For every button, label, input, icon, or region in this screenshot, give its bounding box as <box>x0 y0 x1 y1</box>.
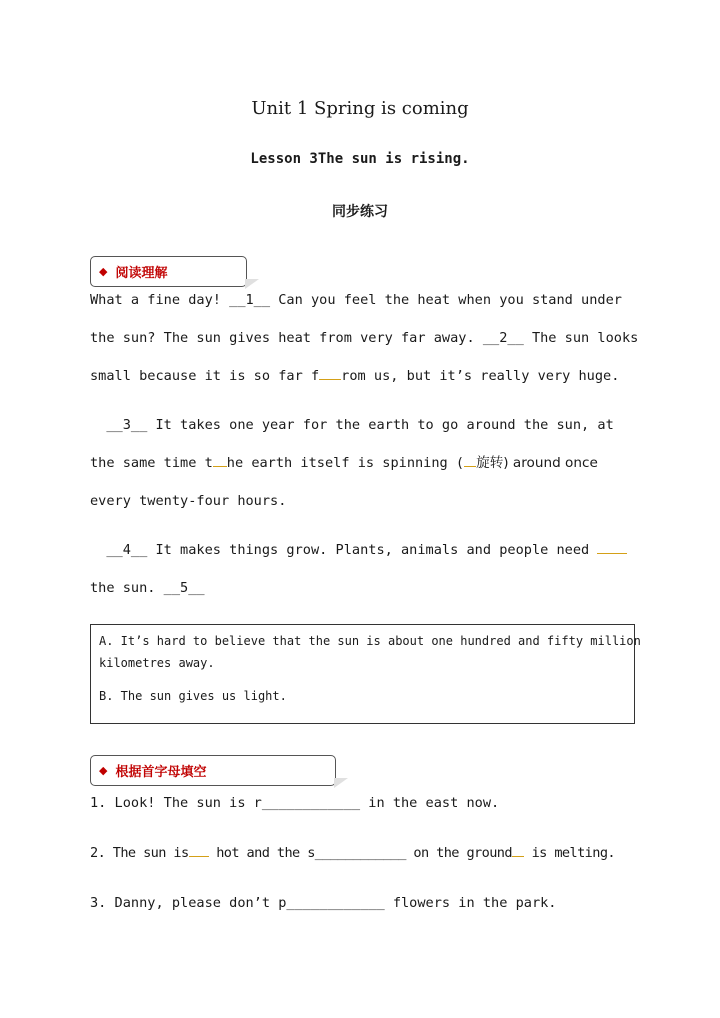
fill-section-tab <box>90 755 336 786</box>
passage-line-4: __3__ It takes one year for the earth to go around the sun, at <box>90 417 614 433</box>
passage-line-3 <box>90 366 635 386</box>
lesson-title: Lesson 3The sun is rising. <box>250 151 470 167</box>
blank-mark <box>189 844 209 857</box>
question-text: hot and the s____________ on the ground <box>208 845 512 861</box>
diamond-icon: ◆ <box>99 764 108 777</box>
question-3: 3. Danny, please don’t p____________ flowers in the park. <box>90 895 557 911</box>
passage-line-5 <box>90 453 635 473</box>
option-a-line-1: A. It’s hard to believe that the sun is about one hundred and fifty million <box>99 634 641 648</box>
passage-line-7 <box>90 540 635 560</box>
question-2 <box>90 843 635 863</box>
passage-line-8: the sun. __5__ <box>90 580 205 596</box>
passage-line-1: What a fine day! __1__ Can you feel the heat when you stand under <box>90 292 622 308</box>
options-box <box>90 624 641 724</box>
option-a-line-2: kilometres away. <box>99 656 215 670</box>
passage-text: the same time t <box>90 455 213 471</box>
passage-text: __4__ It makes things grow. Plants, animals and people need <box>90 542 598 558</box>
tab-tail-icon <box>245 279 259 289</box>
blank-mark <box>319 367 341 380</box>
question-text: is melting. <box>523 845 615 861</box>
reading-tab-label: 阅读理解 <box>115 266 168 281</box>
passage-line-2: the sun? The sun gives heat from very far away. __2__ The sun looks <box>90 330 639 346</box>
passage-line-6: every twenty-four hours. <box>90 493 287 509</box>
passage-text: he earth itself is spinning ( <box>226 455 465 471</box>
question-text: 2. The sun is <box>90 845 189 861</box>
reading-section-tab <box>90 256 247 287</box>
passage-text: rom us, but it’s really very huge. <box>341 368 620 384</box>
option-b: B. The sun gives us light. <box>99 689 287 703</box>
section-title: 同步练习 <box>332 204 388 220</box>
blank-mark <box>464 454 476 467</box>
unit-title: Unit 1 Spring is coming <box>251 98 469 119</box>
question-1: 1. Look! The sun is r____________ in the east now. <box>90 795 500 811</box>
passage-text: 旋转) around once <box>476 455 598 471</box>
blank-mark <box>213 454 227 467</box>
passage-text: small because it is so far f <box>90 368 320 384</box>
blank-mark <box>597 541 627 554</box>
fill-tab-label: 根据首字母填空 <box>115 765 207 780</box>
blank-mark <box>512 844 524 857</box>
tab-tail-icon <box>334 778 348 788</box>
diamond-icon: ◆ <box>99 265 108 278</box>
